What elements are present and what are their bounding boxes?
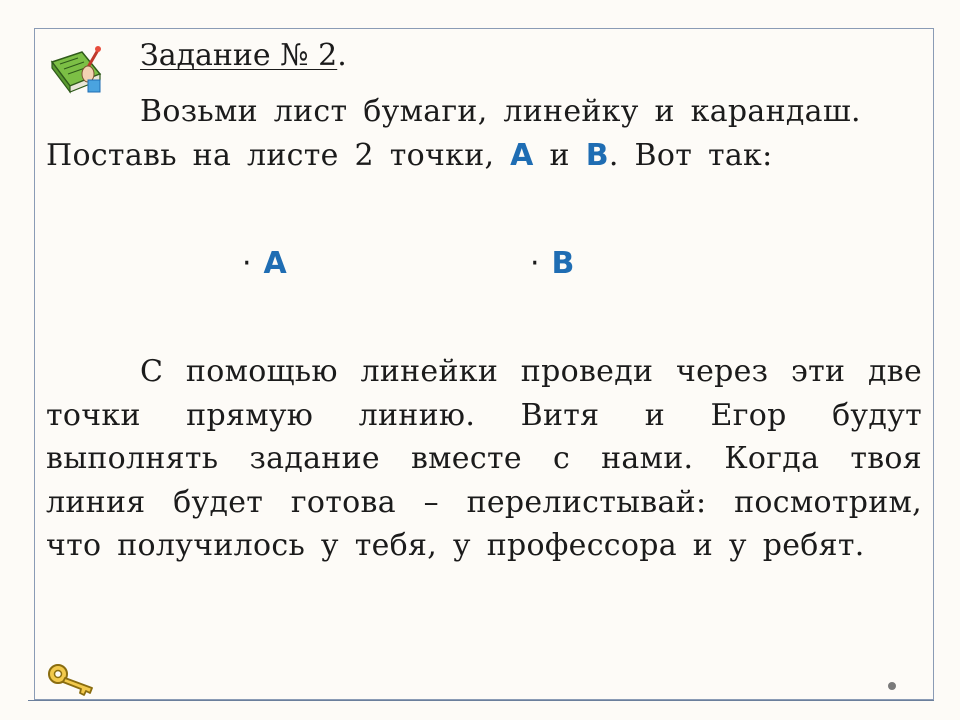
task-title-text: Задание № 2 bbox=[140, 38, 338, 73]
diagram-point-a bbox=[242, 244, 287, 284]
intro-conjunction: и bbox=[549, 137, 570, 173]
intro-line-2-end: . Вот так: bbox=[608, 137, 773, 173]
task-title-period: . bbox=[337, 38, 347, 73]
point-b-dot: · bbox=[530, 246, 540, 281]
intro-line-2-start: Поставь на листе 2 точки, bbox=[46, 137, 495, 173]
intro-paragraph bbox=[46, 90, 922, 177]
instruction-paragraph bbox=[46, 350, 922, 568]
book-with-pen-icon bbox=[48, 44, 104, 96]
inline-point-b: В bbox=[585, 137, 609, 173]
point-a-dot: · bbox=[242, 246, 252, 281]
intro-line-1: Возьми лист бумаги, линейку и карандаш. bbox=[140, 94, 861, 129]
key-icon[interactable] bbox=[46, 660, 98, 696]
inline-point-a: А bbox=[510, 137, 534, 173]
diagram-point-b bbox=[530, 244, 574, 284]
page-indicator-dot[interactable] bbox=[888, 682, 896, 690]
point-b-label: В bbox=[551, 246, 575, 281]
instruction-text: С помощью линейки проведи через эти две точки прямую линию. Витя и Егор будут выполнять задание вместе с нами. Когда твоя линия будет готова – перелистывай: посмотрим, что получилось у тебя, у профессора и у ребят. bbox=[46, 354, 922, 563]
task-title bbox=[140, 36, 347, 76]
bottom-divider bbox=[28, 700, 934, 701]
point-a-label: А bbox=[263, 246, 287, 281]
